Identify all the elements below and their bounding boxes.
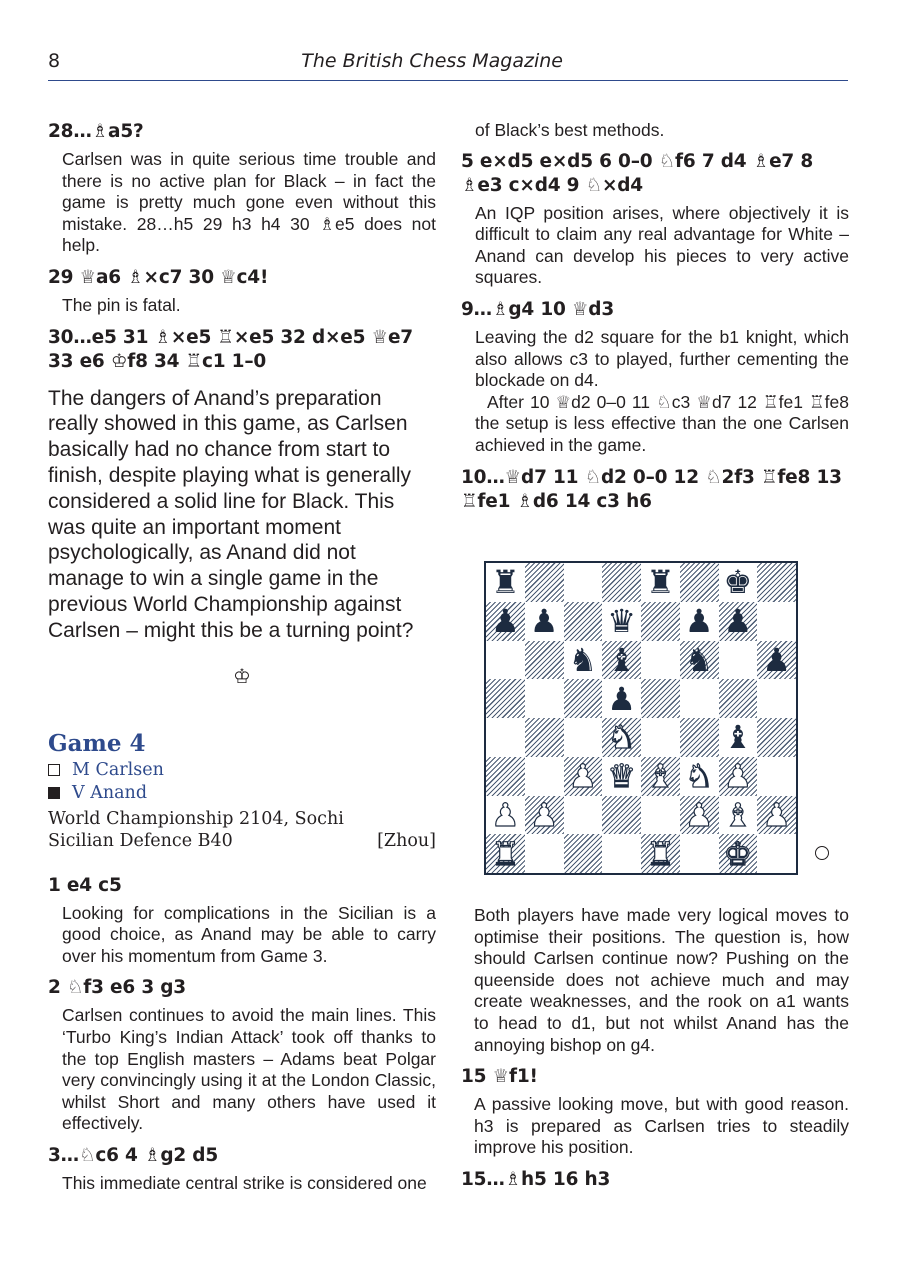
square-d8 bbox=[602, 563, 641, 602]
square-h1 bbox=[757, 834, 796, 873]
black-knight-icon: ♞ bbox=[568, 640, 598, 679]
white-rook-icon: ♜ bbox=[646, 834, 675, 873]
black-bishop-icon: ♝ bbox=[723, 718, 753, 757]
white-pawn-icon: ♟ bbox=[529, 795, 559, 834]
black-king-icon: ♚ bbox=[723, 563, 753, 602]
white-knight-icon: ♞ bbox=[684, 757, 714, 796]
black-rook-icon: ♜ bbox=[491, 563, 520, 602]
square-e3 bbox=[641, 757, 680, 796]
commentary: Looking for complications in the Sicilian is a good choice, as Anand may be able to carry over his momentum from Game 3. bbox=[62, 902, 436, 966]
move-line: 3…♘c6 4 ♗g2 d5 bbox=[48, 1144, 219, 1166]
square-b2 bbox=[525, 796, 564, 835]
move-line: 5 e×d5 e×d5 6 0–0 ♘f6 7 d4 ♗e7 8 ♗e3 c×d4 9 ♘×d4 bbox=[461, 150, 814, 196]
square-h2 bbox=[757, 796, 796, 835]
black-to-move-icon bbox=[815, 846, 829, 860]
square-b7 bbox=[525, 602, 564, 641]
square-e4 bbox=[641, 718, 680, 757]
square-b6 bbox=[525, 641, 564, 680]
square-h8 bbox=[757, 563, 796, 602]
square-e5 bbox=[641, 679, 680, 718]
white-rook-icon: ♜ bbox=[491, 834, 520, 873]
white-pawn-icon: ♟ bbox=[491, 795, 520, 834]
square-c3 bbox=[564, 757, 603, 796]
square-f3 bbox=[680, 757, 719, 796]
square-h5 bbox=[757, 679, 796, 718]
black-pawn-icon: ♟ bbox=[684, 602, 714, 641]
white-queen-icon: ♛ bbox=[607, 757, 636, 796]
square-f1 bbox=[680, 834, 719, 873]
commentary: of Black’s best methods. bbox=[475, 120, 665, 140]
magazine-title: The British Chess Magazine bbox=[301, 50, 563, 72]
commentary: Carlsen continues to avoid the main lines. This ‘Turbo King’s Indian Attack’ took off thanks to the top English masters – Adams beat Polgar very convincingly using it at the London Classic, whilst Short and many others have used it effectively. bbox=[62, 1005, 436, 1134]
black-square-icon bbox=[48, 787, 60, 799]
square-a7 bbox=[486, 602, 525, 641]
commentary: An IQP position arises, where objectively it is difficult to claim any real advantage for White – Anand can develop his pieces to very active squares. bbox=[475, 202, 849, 288]
right-column bbox=[461, 120, 849, 519]
square-e8 bbox=[641, 563, 680, 602]
black-pawn-icon: ♟ bbox=[723, 602, 753, 641]
white-square-icon bbox=[48, 764, 60, 776]
white-pawn-icon: ♟ bbox=[684, 795, 714, 834]
black-bishop-icon: ♝ bbox=[607, 640, 636, 679]
move-line: 28…♗a5? bbox=[48, 121, 144, 142]
commentary: Carlsen was in quite serious time trouble and there is no active plan for Black – in fact the game is pretty much gone even without this mistake. 28…h5 29 h3 h4 30 ♗e5 does not help. bbox=[62, 149, 436, 256]
square-c2 bbox=[564, 796, 603, 835]
black-pawn-icon: ♟ bbox=[607, 679, 636, 718]
square-g6 bbox=[719, 641, 758, 680]
black-queen-icon: ♛ bbox=[607, 602, 636, 641]
white-player bbox=[48, 759, 436, 782]
chess-diagram bbox=[484, 561, 798, 875]
commentary: This immediate central strike is considered one bbox=[62, 1172, 427, 1193]
square-h6 bbox=[757, 641, 796, 680]
white-knight-icon: ♞ bbox=[607, 718, 636, 757]
square-e2 bbox=[641, 796, 680, 835]
black-player-name: V Anand bbox=[72, 782, 148, 803]
square-b1 bbox=[525, 834, 564, 873]
move-line: 29 ♕a6 ♗×c7 30 ♕c4! bbox=[48, 266, 269, 288]
move-line: 2 ♘f3 e6 3 g3 bbox=[48, 977, 186, 999]
white-king-icon: ♚ bbox=[723, 834, 753, 873]
square-b4 bbox=[525, 718, 564, 757]
square-g4 bbox=[719, 718, 758, 757]
page-header bbox=[48, 50, 848, 81]
square-d5 bbox=[602, 679, 641, 718]
opening-row bbox=[48, 830, 436, 852]
square-b8 bbox=[525, 563, 564, 602]
square-a2 bbox=[486, 796, 525, 835]
move-line: 15 ♕f1! bbox=[461, 1066, 538, 1088]
square-a5 bbox=[486, 679, 525, 718]
move-line: 30…e5 31 ♗×e5 ♖×e5 32 d×e5 ♕e7 33 e6 ♔f8 34 ♖c1 1–0 bbox=[48, 326, 413, 372]
square-a6 bbox=[486, 641, 525, 680]
white-player-name: M Carlsen bbox=[72, 759, 164, 780]
black-knight-icon: ♞ bbox=[684, 640, 714, 679]
white-bishop-icon: ♝ bbox=[646, 757, 675, 796]
move-line: 9…♗g4 10 ♕d3 bbox=[461, 298, 614, 320]
black-pawn-icon: ♟ bbox=[529, 602, 559, 641]
black-pawn-icon: ♟ bbox=[762, 640, 791, 679]
commentary: Both players have made very logical moves to optimise their positions. The question is, how should Carlsen continue now? Pushing on the queenside does not achieve much and may create weaknesses, and the rook on a1 wants to head to d1, but not whilst Anand has the annoying bishop on g4. bbox=[474, 905, 849, 1055]
square-f2 bbox=[680, 796, 719, 835]
square-c7 bbox=[564, 602, 603, 641]
square-e6 bbox=[641, 641, 680, 680]
square-c1 bbox=[564, 834, 603, 873]
square-g2 bbox=[719, 796, 758, 835]
square-d3 bbox=[602, 757, 641, 796]
square-d7 bbox=[602, 602, 641, 641]
square-e7 bbox=[641, 602, 680, 641]
square-f4 bbox=[680, 718, 719, 757]
black-player bbox=[48, 782, 436, 805]
square-d6 bbox=[602, 641, 641, 680]
right-column-lower bbox=[461, 905, 849, 1197]
square-a4 bbox=[486, 718, 525, 757]
commentary: After 10 ♕d2 0–0 11 ♘c3 ♕d7 12 ♖fe1 ♖fe8 the setup is less effective than the one Carlsen achieved in the game. bbox=[475, 391, 849, 455]
square-g8 bbox=[719, 563, 758, 602]
move-line: 15…♗h5 16 h3 bbox=[461, 1168, 611, 1190]
left-column bbox=[48, 120, 436, 1194]
square-d4 bbox=[602, 718, 641, 757]
square-h4 bbox=[757, 718, 796, 757]
square-d2 bbox=[602, 796, 641, 835]
body-paragraph: The dangers of Anand’s preparation really showed in this game, as Carlsen basically had no chance from start to finish, despite playing what is generally considered a solid line for Black. This was quite an important moment psychologically, as Anand did not manage to win a single game in the previous World Championship against Carlsen – might this be a turning point? bbox=[48, 386, 414, 642]
square-h7 bbox=[757, 602, 796, 641]
annotator: [Zhou] bbox=[377, 830, 436, 851]
square-b3 bbox=[525, 757, 564, 796]
white-pawn-icon: ♟ bbox=[568, 757, 598, 796]
square-f5 bbox=[680, 679, 719, 718]
white-pawn-icon: ♟ bbox=[762, 795, 791, 834]
king-separator-icon: ♔ bbox=[233, 663, 251, 688]
square-g3 bbox=[719, 757, 758, 796]
page-number: 8 bbox=[48, 50, 61, 72]
commentary: The pin is fatal. bbox=[62, 294, 181, 315]
white-pawn-icon: ♟ bbox=[723, 757, 753, 796]
square-f6 bbox=[680, 641, 719, 680]
commentary: Leaving the d2 square for the b1 knight, which also allows c3 to played, further cementing the blockade on d4. bbox=[475, 326, 849, 391]
square-g7 bbox=[719, 602, 758, 641]
square-c8 bbox=[564, 563, 603, 602]
square-c5 bbox=[564, 679, 603, 718]
move-line: 1 e4 c5 bbox=[48, 874, 122, 896]
chess-board bbox=[486, 563, 796, 873]
square-g1 bbox=[719, 834, 758, 873]
game-title: Game 4 bbox=[48, 729, 146, 757]
black-pawn-icon: ♟ bbox=[491, 602, 520, 641]
square-a1 bbox=[486, 834, 525, 873]
square-h3 bbox=[757, 757, 796, 796]
square-e1 bbox=[641, 834, 680, 873]
square-c6 bbox=[564, 641, 603, 680]
square-a8 bbox=[486, 563, 525, 602]
square-b5 bbox=[525, 679, 564, 718]
square-a3 bbox=[486, 757, 525, 796]
square-f8 bbox=[680, 563, 719, 602]
event-info: World Championship 2104, Sochi bbox=[48, 808, 344, 829]
black-rook-icon: ♜ bbox=[646, 563, 675, 602]
square-g5 bbox=[719, 679, 758, 718]
opening-name: Sicilian Defence B40 bbox=[48, 830, 233, 851]
commentary: A passive looking move, but with good reason. h3 is prepared as Carlsen tries to steadily improve his position. bbox=[474, 1094, 849, 1158]
square-f7 bbox=[680, 602, 719, 641]
move-line: 10…♕d7 11 ♘d2 0–0 12 ♘2f3 ♖fe8 13 ♖fe1 ♗d6 14 c3 h6 bbox=[461, 466, 842, 512]
square-c4 bbox=[564, 718, 603, 757]
white-bishop-icon: ♝ bbox=[723, 795, 753, 834]
square-d1 bbox=[602, 834, 641, 873]
